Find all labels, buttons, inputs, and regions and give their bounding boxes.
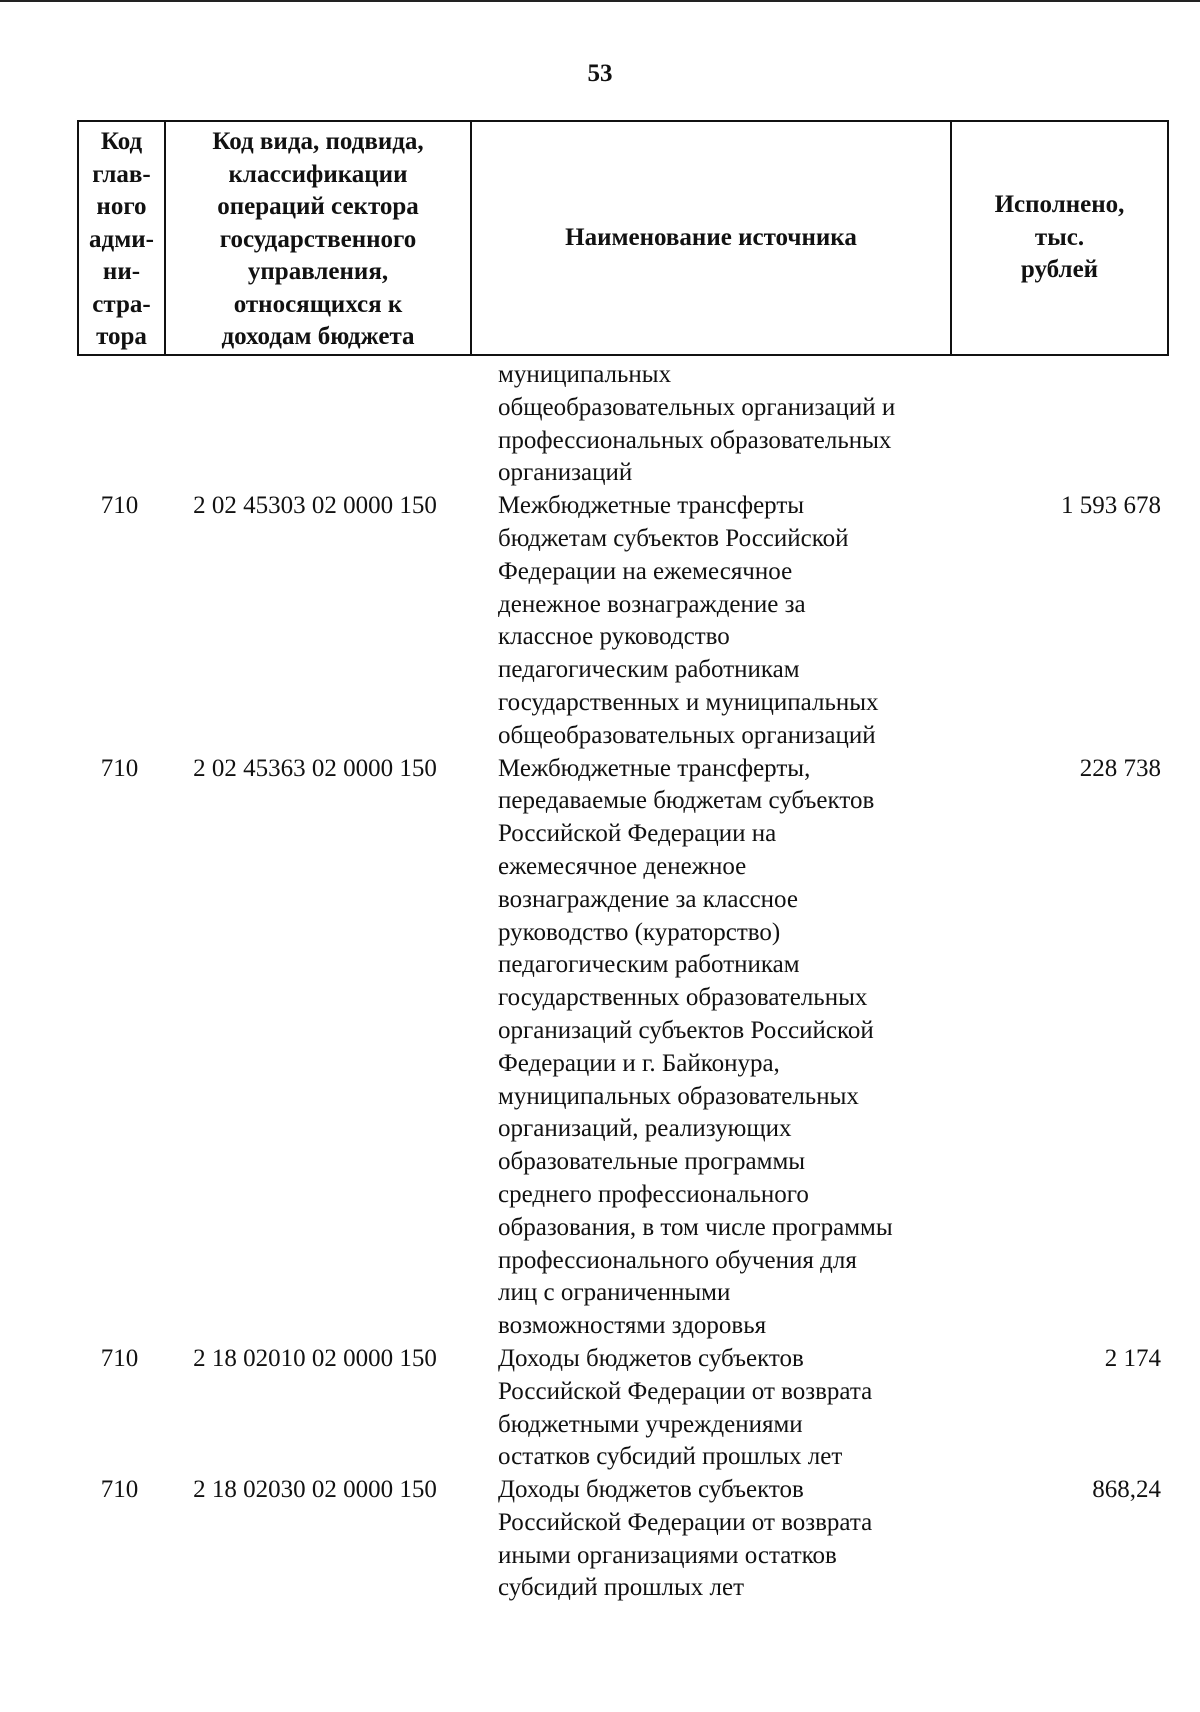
name-line: общеобразовательных организаций и: [498, 393, 896, 421]
header-type-code-text: [212, 126, 423, 354]
admin-code-cell: 710: [100, 1476, 139, 1504]
name-line: Российской Федерации на: [498, 820, 777, 848]
source-name-cell: [468, 1343, 948, 1474]
name-line: Межбюджетные трансферты,: [498, 754, 811, 782]
header-line: рублей: [1020, 256, 1099, 284]
name-line: педагогическим работникам: [498, 656, 800, 684]
name-line: образовательные программы: [498, 1148, 806, 1176]
amount-cell: 1 593 678: [1061, 492, 1161, 520]
name-line: государственных образовательных: [498, 984, 868, 1012]
amount-cell: 2 174: [1104, 1344, 1161, 1372]
header-line: ни-: [102, 258, 141, 285]
header-line: Исполнено,: [994, 191, 1125, 219]
name-line: Межбюджетные трансферты: [498, 492, 805, 520]
name-line: вознаграждение за классное: [498, 885, 798, 913]
header-line: классификации: [228, 160, 408, 188]
name-line: передаваемые бюджетам субъектов: [498, 787, 875, 815]
header-line: Код: [100, 128, 143, 155]
admin-code-cell: 710: [100, 754, 139, 782]
amount-cell: 228 738: [1079, 754, 1161, 782]
amount-cell: [948, 359, 1169, 490]
table-row: [77, 753, 1169, 1343]
name-line: Доходы бюджетов субъектов: [498, 1476, 804, 1504]
top-rule: [0, 0, 1200, 2]
header-line: государственного: [219, 225, 417, 253]
name-line: бюджетными учреждениями: [498, 1410, 803, 1438]
table-row: [77, 490, 1169, 752]
header-line: управления,: [247, 258, 389, 285]
source-name-cell: [468, 1474, 948, 1605]
name-line: ежемесячное денежное: [498, 852, 747, 880]
name-line: организаций, реализующих: [498, 1115, 792, 1143]
name-line: педагогическим работникам: [498, 951, 800, 979]
table-body: [77, 359, 1169, 1605]
header-executed: [950, 122, 1167, 354]
name-line: возможностями здоровья: [498, 1312, 767, 1340]
table-row: [77, 1474, 1169, 1605]
name-line: лиц с ограниченными: [498, 1279, 731, 1307]
name-line: профессиональных образовательных: [498, 426, 892, 454]
name-line: Российской Федерации от возврата: [498, 1377, 873, 1405]
name-line: руководство (кураторство): [498, 918, 781, 946]
name-line: муниципальных образовательных: [498, 1082, 859, 1110]
type-code-cell: [162, 359, 468, 490]
header-line: Наименование источника: [565, 223, 857, 251]
admin-code-cell: 710: [100, 1344, 139, 1372]
source-name-cell: [468, 490, 948, 752]
name-line: остатков субсидий прошлых лет: [498, 1443, 843, 1471]
header-executed-text: [995, 189, 1125, 287]
name-line: организаций субъектов Российской: [498, 1016, 874, 1044]
header-admin-code-text: [89, 126, 154, 354]
header-line: относящихся к: [233, 290, 403, 318]
header-line: тыс.: [1034, 223, 1085, 251]
amount-cell: 868,24: [1092, 1476, 1161, 1504]
name-line: среднего профессионального: [498, 1180, 809, 1208]
type-code-cell: 2 02 45303 02 0000 150: [193, 492, 437, 520]
name-line: общеобразовательных организаций: [498, 721, 876, 749]
source-name-cell: [468, 753, 948, 1343]
name-line: Федерации на ежемесячное: [498, 557, 793, 585]
name-line: организаций: [498, 459, 633, 487]
name-line: образования, в том числе программы: [498, 1213, 893, 1241]
name-line: Российской Федерации от возврата: [498, 1508, 873, 1536]
header-source-name: [470, 122, 950, 354]
name-line: классное руководство: [498, 623, 730, 651]
header-line: Код вида, подвида,: [212, 128, 424, 155]
source-name-cell: [468, 359, 948, 490]
table-header: [77, 120, 1169, 356]
header-line: стра-: [92, 290, 151, 318]
table-row: [77, 1343, 1169, 1474]
name-line: иными организациями остатков: [498, 1541, 837, 1569]
type-code-cell: 2 02 45363 02 0000 150: [193, 754, 437, 782]
header-line: адми-: [89, 225, 154, 253]
header-line: операций сектора: [217, 193, 419, 220]
name-line: бюджетам субъектов Российской: [498, 524, 849, 552]
name-line: государственных и муниципальных: [498, 688, 879, 716]
admin-code-cell: [77, 359, 162, 490]
name-line: Доходы бюджетов субъектов: [498, 1344, 804, 1372]
type-code-cell: 2 18 02010 02 0000 150: [193, 1344, 437, 1372]
name-line: субсидий прошлых лет: [498, 1574, 745, 1602]
header-admin-code: [79, 122, 164, 354]
header-type-code: [164, 122, 470, 354]
header-line: тора: [96, 323, 147, 350]
page-number: 53: [587, 60, 613, 87]
table-row-continuation: [77, 359, 1169, 490]
name-line: Федерации и г. Байконура,: [498, 1049, 780, 1077]
admin-code-cell: 710: [100, 492, 139, 520]
header-line: ного: [96, 193, 147, 220]
name-line: профессионального обучения для: [498, 1246, 857, 1274]
header-line: доходам бюджета: [221, 323, 415, 350]
header-line: глав-: [92, 160, 151, 188]
type-code-cell: 2 18 02030 02 0000 150: [193, 1476, 437, 1504]
name-line: муниципальных: [498, 361, 672, 388]
name-line: денежное вознаграждение за: [498, 590, 806, 618]
